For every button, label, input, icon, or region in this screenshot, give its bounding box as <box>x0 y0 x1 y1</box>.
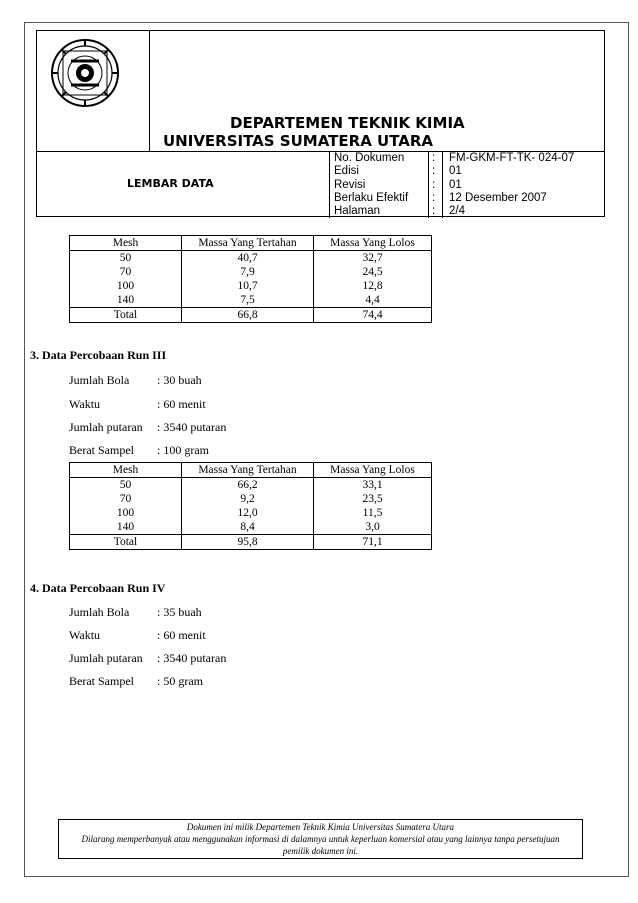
param-value: : 60 menit <box>157 628 206 642</box>
university-title: UNIVERSITAS SUMATERA UTARA <box>163 132 434 150</box>
table-cell: 66,2 <box>182 478 314 493</box>
param-value: : 3540 putaran <box>157 420 227 434</box>
table-cell: Total <box>70 308 182 323</box>
table-row <box>70 251 432 266</box>
meta-sep: : <box>432 178 436 191</box>
column-header: Massa Yang Lolos <box>314 236 432 251</box>
table-row <box>70 293 432 308</box>
param-value: : 30 buah <box>157 373 202 387</box>
meta-divider <box>428 151 429 218</box>
run3-results-table <box>69 462 432 550</box>
table-cell: 140 <box>70 293 182 308</box>
param-value: : 100 gram <box>157 443 209 457</box>
logo-divider <box>149 31 150 151</box>
meta-sep: : <box>432 191 436 204</box>
table-cell: 12,8 <box>314 279 432 293</box>
param-value: : 35 buah <box>157 605 202 619</box>
footer-restriction-line: Dilarang memperbanyak atau menggunakan informasi di dalamnya untuk keperluan komersial atau yang lainnya tanpa persetujuan <box>81 834 560 844</box>
meta-sep: : <box>432 152 436 164</box>
table-cell: 3,0 <box>314 520 432 535</box>
table-cell: 7,5 <box>182 293 314 308</box>
footer-owner-line: pemilik dokumen ini. <box>282 846 359 856</box>
meta-value: 01 <box>449 165 462 178</box>
table-cell: 4,4 <box>314 293 432 308</box>
table-cell: 7,9 <box>182 265 314 279</box>
meta-sep: : <box>432 165 436 178</box>
table-cell: 70 <box>70 265 182 279</box>
run2-results-table <box>69 235 432 323</box>
table-cell: 95,8 <box>182 535 314 550</box>
department-title: DEPARTEMEN TEKNIK KIMIA <box>230 114 465 132</box>
table-cell: 66,8 <box>182 308 314 323</box>
table-row <box>70 520 432 535</box>
param-value: : 50 gram <box>157 674 203 688</box>
column-header: Mesh <box>70 463 182 478</box>
table-cell: 8,4 <box>182 520 314 535</box>
table-cell: 10,7 <box>182 279 314 293</box>
column-header: Massa Yang Lolos <box>314 463 432 478</box>
table-cell: 11,5 <box>314 506 432 520</box>
logo-cell <box>37 31 149 151</box>
sheet-name: LEMBAR DATA <box>127 177 214 190</box>
param-label: Jumlah putaran <box>69 651 143 665</box>
param-value: : 3540 putaran <box>157 651 227 665</box>
meta-label: Halaman <box>334 205 381 218</box>
meta-sep: : <box>432 205 436 218</box>
meta-values <box>449 152 574 218</box>
table-row <box>70 279 432 293</box>
meta-value: 01 <box>449 178 462 191</box>
table-cell: 74,4 <box>314 308 432 323</box>
table-cell: Total <box>70 535 182 550</box>
section-title-run3: 3. Data Percobaan Run III <box>30 348 167 362</box>
meta-label: No. Dokumen <box>334 152 405 164</box>
param-label: Jumlah putaran <box>69 420 143 434</box>
table-cell: 100 <box>70 279 182 293</box>
table-row <box>70 506 432 520</box>
column-header: Massa Yang Tertahan <box>182 463 314 478</box>
university-seal-logo <box>49 37 121 109</box>
table-total-row <box>70 535 432 550</box>
table-header-row <box>70 463 432 478</box>
table-cell: 100 <box>70 506 182 520</box>
table-cell: 40,7 <box>182 251 314 266</box>
table-cell: 32,7 <box>314 251 432 266</box>
meta-labels <box>334 152 408 218</box>
table-cell: 33,1 <box>314 478 432 493</box>
footer-ownership-line: Dokumen ini milik Departemen Teknik Kimia Universitas Sumatera Utara <box>186 822 455 832</box>
meta-separators <box>432 152 435 218</box>
table-total-row <box>70 308 432 323</box>
meta-divider <box>329 151 330 218</box>
section-title-run4: 4. Data Percobaan Run IV <box>30 581 166 595</box>
param-label: Waktu <box>69 397 101 411</box>
column-header: Mesh <box>70 236 182 251</box>
param-label: Jumlah Bola <box>69 605 130 619</box>
table-cell: 50 <box>70 251 182 266</box>
table-cell: 23,5 <box>314 492 432 506</box>
table-header-row <box>70 236 432 251</box>
meta-divider <box>442 151 443 218</box>
table-row <box>70 492 432 506</box>
meta-value: FM-GKM-FT-TK- 024-07 <box>449 152 575 164</box>
meta-label: Berlaku Efektif <box>334 191 409 204</box>
column-header: Massa Yang Tertahan <box>182 236 314 251</box>
table-cell: 24,5 <box>314 265 432 279</box>
meta-label: Revisi <box>334 178 366 191</box>
table-cell: 140 <box>70 520 182 535</box>
param-label: Berat Sampel <box>69 443 134 457</box>
table-cell: 12,0 <box>182 506 314 520</box>
meta-value: 12 Desember 2007 <box>449 191 547 204</box>
table-row <box>70 265 432 279</box>
param-label: Berat Sampel <box>69 674 134 688</box>
meta-label: Edisi <box>334 165 359 178</box>
table-cell: 71,1 <box>314 535 432 550</box>
param-label: Jumlah Bola <box>69 373 130 387</box>
param-label: Waktu <box>69 628 101 642</box>
document-footer <box>58 819 583 859</box>
document-header <box>36 30 605 217</box>
table-cell: 9,2 <box>182 492 314 506</box>
table-cell: 70 <box>70 492 182 506</box>
table-row <box>70 478 432 493</box>
meta-value: 2/4 <box>449 205 465 218</box>
param-value: : 60 menit <box>157 397 206 411</box>
table-cell: 50 <box>70 478 182 493</box>
